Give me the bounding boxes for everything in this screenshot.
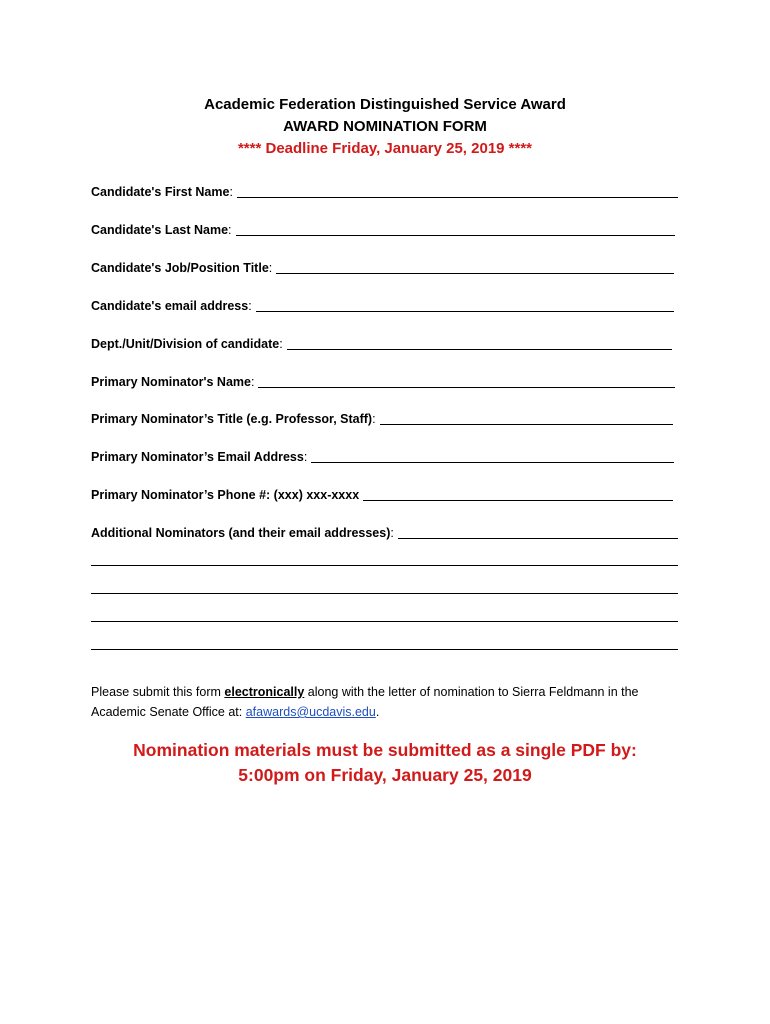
nominator-name-field[interactable] xyxy=(91,370,675,390)
candidate-email-input-line[interactable] xyxy=(256,295,674,312)
field-label: Candidate's First Name: xyxy=(91,185,233,199)
dept-input-line[interactable] xyxy=(287,333,672,350)
candidate-first-name-field[interactable] xyxy=(91,180,678,200)
additional-nominators-line-3[interactable] xyxy=(91,593,678,594)
first-name-input-line[interactable] xyxy=(237,181,678,198)
last-name-input-line[interactable] xyxy=(236,219,675,236)
field-label: Primary Nominator’s Title (e.g. Professor, Staff): xyxy=(91,412,376,426)
field-label: Dept./Unit/Division of candidate: xyxy=(91,337,283,351)
candidate-title-field[interactable] xyxy=(91,256,674,276)
nominator-email-input-line[interactable] xyxy=(311,446,674,463)
nominator-phone-field[interactable] xyxy=(91,483,673,503)
form-subtitle: AWARD NOMINATION FORM xyxy=(283,118,487,135)
field-label: Candidate's Last Name: xyxy=(91,223,232,237)
additional-nominators-input-line[interactable] xyxy=(398,522,678,539)
form-title: Academic Federation Distinguished Service Award xyxy=(204,96,566,113)
field-label: Primary Nominator's Name: xyxy=(91,375,255,389)
additional-nominators-line-5[interactable] xyxy=(91,649,678,650)
submission-instructions: Please submit this form electronically along with the letter of nomination to Sierra Feldmann in the Academic Senate Office at: afawards@ucdavis.edu. xyxy=(91,685,639,719)
nominator-title-input-line[interactable] xyxy=(380,408,673,425)
nominator-email-field[interactable] xyxy=(91,445,674,465)
field-label: Candidate's Job/Position Title: xyxy=(91,261,273,275)
deadline-banner: **** Deadline Friday, January 25, 2019 **** xyxy=(237,140,533,157)
electronically-emphasis: electronically xyxy=(224,685,305,699)
field-label: Additional Nominators (and their email addresses): xyxy=(91,526,394,540)
additional-nominators-field[interactable] xyxy=(91,521,678,541)
candidate-email-field[interactable] xyxy=(91,294,674,314)
field-label: Primary Nominator’s Email Address: xyxy=(91,450,308,464)
job-title-input-line[interactable] xyxy=(276,257,674,274)
field-label: Candidate's email address: xyxy=(91,299,252,313)
additional-nominators-line-4[interactable] xyxy=(91,621,678,622)
email-link[interactable]: afawards@ucdavis.edu xyxy=(245,705,376,719)
submission-notice-line-2: 5:00pm on Friday, January 25, 2019 xyxy=(238,765,532,785)
submission-notice-line-1: Nomination materials must be submitted as a single PDF by: xyxy=(133,740,637,760)
field-label: Primary Nominator’s Phone #: (xxx) xxx-xxxx xyxy=(91,488,360,502)
nominator-phone-input-line[interactable] xyxy=(363,484,673,501)
additional-nominators-line-2[interactable] xyxy=(91,565,678,566)
nominator-name-input-line[interactable] xyxy=(258,371,675,388)
nominator-title-field[interactable] xyxy=(91,407,673,427)
candidate-dept-field[interactable] xyxy=(91,332,672,352)
candidate-last-name-field[interactable] xyxy=(91,218,675,238)
